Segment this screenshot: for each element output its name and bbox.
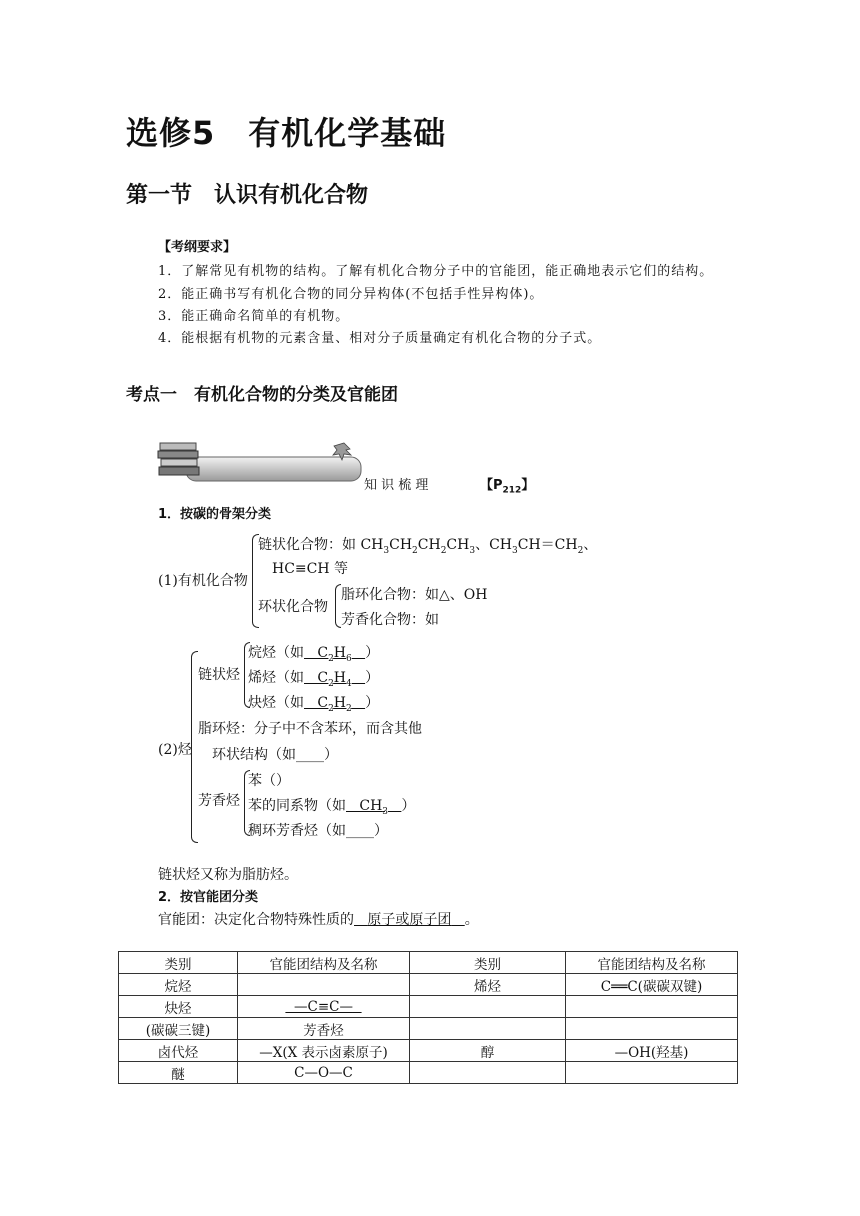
table-cell [410, 996, 566, 1018]
table-row [119, 1018, 738, 1040]
c2-alkane: 烷烃（如 $C_2H_6$ ） [248, 645, 380, 664]
table-row [119, 996, 738, 1018]
c2-chain: 链状烃 [198, 667, 240, 683]
c2-alicyclic2: 环状结构（如____） [212, 747, 338, 763]
table-header: 类别 [410, 952, 566, 974]
books-icon [156, 437, 366, 487]
c2-fused: 稠环芳香烃（如____） [248, 823, 388, 839]
c1-chain2: HC≡CH 等 [272, 561, 349, 577]
kaodian-title: 考点一 有机化合物的分类及官能团 [126, 385, 398, 405]
table-header: 类别 [119, 952, 238, 974]
table-row [119, 974, 738, 996]
table-cell [410, 1062, 566, 1084]
table-cell: (碳碳三键) [119, 1018, 238, 1040]
classify-heading-1: 1．按碳的骨架分类 [158, 507, 272, 522]
c2-alicyclic: 脂环烃：分子中不含苯环，而含其他 [198, 721, 422, 737]
table-cell: 烯烃 [410, 974, 566, 996]
table-cell: —X(X 表示卤素原子) [238, 1040, 410, 1062]
table-cell: 芳香烃 [238, 1018, 410, 1040]
requirement-item: 2．能正确书写有机化合物的同分异构体(不包括手性异构体)。 [158, 287, 544, 302]
requirement-item: 1．了解常见有机物的结构。了解有机化合物分子中的官能团，能正确地表示它们的结构。 [158, 264, 714, 279]
section-title: 第一节 认识有机化合物 [126, 183, 369, 208]
table-header-row [119, 952, 738, 974]
c2-brace [191, 651, 198, 843]
knowledge-banner [156, 437, 366, 487]
requirement-item: 4．能根据有机物的元素含量、相对分子质量确定有机化合物的分子式。 [158, 331, 602, 346]
c1-aromatic: 芳香化合物：如 [341, 612, 439, 628]
c1-chain: 链状化合物：如 $CH_3CH_2CH_2CH_3$、$CH_3CH=CH_2$、 [258, 537, 598, 556]
table-cell [566, 1018, 738, 1040]
page-ref: 【$P_{212}$】 [480, 478, 535, 496]
c2-alkyne: 炔烃（如 $C_2H_2$ ） [248, 695, 380, 714]
table-row [119, 1040, 738, 1062]
table-row [119, 1062, 738, 1084]
table-cell [566, 996, 738, 1018]
c2-homolog: 苯的同系物（如 $CH_3$ ） [248, 798, 416, 817]
c2-root: (2)烃 [158, 742, 192, 758]
functional-group-table [118, 951, 738, 1084]
table-cell: C—O—C [238, 1062, 410, 1084]
note-text: 链状烃又称为脂肪烃。 [158, 867, 298, 883]
definition: 官能团：决定化合物特殊性质的 原子或原子团 。 [158, 912, 479, 928]
table-cell: 烷烃 [119, 974, 238, 996]
table-cell: 炔烃 [119, 996, 238, 1018]
requirement-item: 3．能正确命名简单的有机物。 [158, 309, 350, 324]
table-cell: 醇 [410, 1040, 566, 1062]
c1-alicyclic: 脂环化合物：如△、OH [341, 587, 488, 603]
table-cell: 卤代烃 [119, 1040, 238, 1062]
table-cell [410, 1018, 566, 1040]
c1-root: (1)有机化合物 [158, 573, 248, 589]
c2-benzene: 苯（） [248, 773, 290, 789]
classify-heading-2: 2．按官能团分类 [158, 890, 259, 905]
c1-ring: 环状化合物 [258, 599, 328, 615]
table-cell: 醚 [119, 1062, 238, 1084]
table-cell [238, 974, 410, 996]
table-header: 官能团结构及名称 [238, 952, 410, 974]
c2-arom: 芳香烃 [198, 793, 240, 809]
c2-alkene: 烯烃（如 $C_2H_4$ ） [248, 670, 380, 689]
requirements-heading: 【考纲要求】 [158, 240, 237, 255]
table-cell: C══C(碳碳双键) [566, 974, 738, 996]
table-cell: —C≡C— [238, 996, 410, 1018]
page-title: 选修5 有机化学基础 [126, 114, 447, 152]
table-header: 官能团结构及名称 [566, 952, 738, 974]
table-cell: —OH(羟基) [566, 1040, 738, 1062]
banner-label: 知 识 梳 理 [364, 478, 429, 493]
table-cell [566, 1062, 738, 1084]
